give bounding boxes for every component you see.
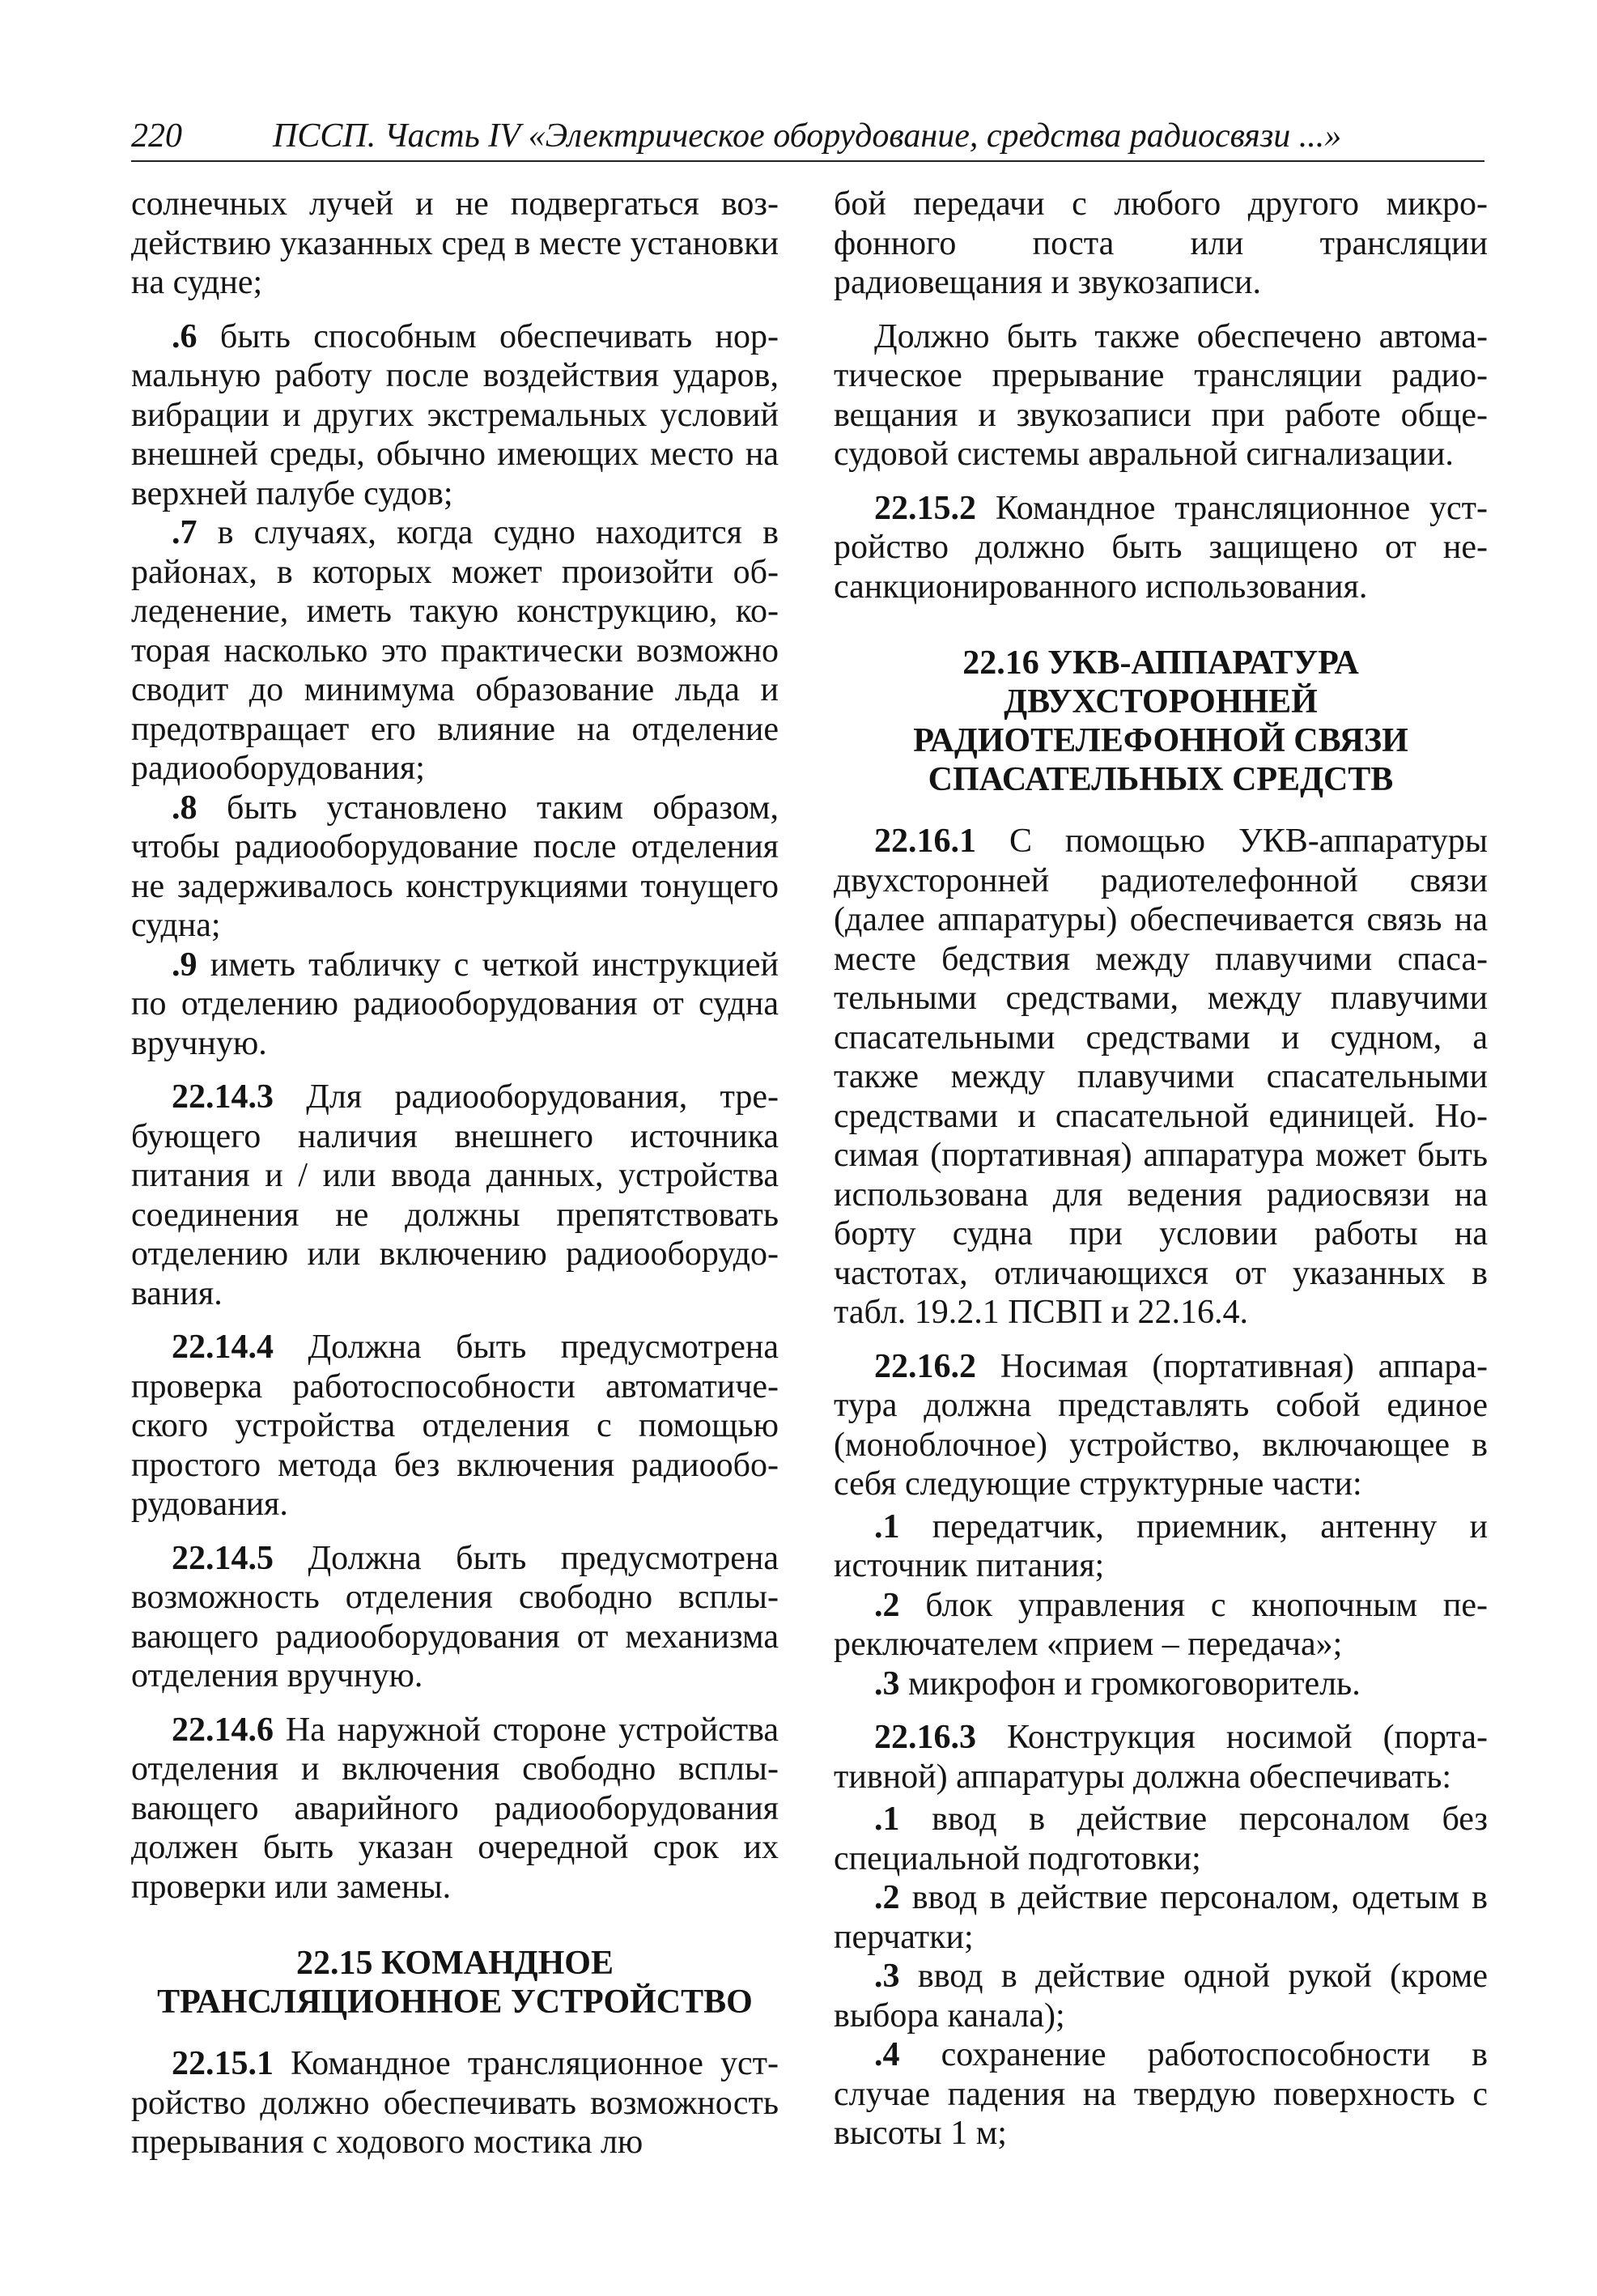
clause-number: 22.14.6 [172, 1711, 274, 1749]
list-item: .3 микрофон и громкоговоритель. [874, 1665, 1361, 1703]
running-header [131, 112, 1484, 162]
list-item: .9 иметь табличку с четкой инструкцией по отделению радиооборудования от судна вручную. [131, 946, 779, 1062]
list-item: .1 ввод в действие персоналом без специальной подготовки; [834, 1801, 1488, 1877]
item-number: .3 [874, 1665, 900, 1703]
page-number: 220 [131, 117, 182, 155]
item-number: .6 [172, 317, 198, 355]
clause-number: 22.14.4 [172, 1329, 274, 1366]
item-number: .2 [874, 1879, 900, 1916]
list-item: .8 быть установлено таким образом, чтобы радиооборудование после отделения не задерживалось конструкциями тонущего судна; [131, 789, 779, 944]
paragraph-auto-interrupt: Должно быть также обеспечено автоматическое прерывание трансляции радиовещания и звукозаписи при работе общесудовой системы авральной сигнализации. [834, 317, 1488, 473]
paragraph-22-16-1: 22.16.1 С помощью УКВ-аппаратуры двухсторонней радиотелефонной связи (далее аппаратуры) обеспечивается связь на месте бедствия между плавучими спасательными средствами, между плавучими спасательными средствами и судном, а также между плавучими спасательными средствами и спасательной единицей. Носимая (портативная) аппаратура может быть использована для ведения радиосвязи на борту судна при условии работы на частотах, отличающихся от указанных в табл. 19.2.1 ПСВП и 22.16.4. [834, 823, 1488, 1331]
list-item: .4 сохранение работоспособности в случае падения на твердую поверхность с высоты 1 м; [834, 2036, 1488, 2152]
list-item: .2 ввод в действие персоналом, одетым в перчатки; [834, 1879, 1488, 1956]
paragraph-22-14-6: 22.14.6 На наружной стороне устройства отделения и включения свободно всплывающего аварийного радиооборудования должен быть указан очередной срок их проверки или замены. [131, 1711, 779, 1906]
item-number: .1 [874, 1507, 900, 1546]
clause-number: 22.16.2 [874, 1347, 976, 1385]
list-item: .6 быть способным обеспечивать нормальную работу после воздействия ударов, вибрации и других экстремальных условий внешней среды, обычно имеющих место на верхней палубе судов; [131, 317, 779, 512]
paragraph-continuation: солнечных лучей и не подвергаться воздействию указанных сред в месте установки на судне; [131, 185, 779, 301]
paragraph-22-15-1: 22.15.1 Командное трансляционное устройство должно обеспечивать возможность прерывания с ходового мостика лю [131, 2045, 779, 2161]
paragraph-22-14-5: 22.14.5 Должна быть предусмотрена возможность отделения свободно всплывающего радиооборудования от механизма отделения вручную. [131, 1539, 779, 1694]
right-column [834, 185, 1488, 2154]
item-number: .4 [874, 2036, 900, 2073]
item-number: .2 [874, 1586, 900, 1624]
item-number: .1 [874, 1801, 900, 1838]
running-title: ПССП. Часть IV «Электрическое оборудование, средства радиосвязи ...» [273, 117, 1342, 155]
paragraph-22-16-3: 22.16.3 Конструкция носимой (портативной) аппаратуры должна обеспечивать: [834, 1719, 1488, 1796]
list-item: .7 в случаях, когда судно находится в районах, в которых может произойти обледенение, иметь такую конструкцию, которая насколько это практически возможно сводит до минимума образование льда и предотвращает его влияние на отделение радиооборудования; [131, 514, 779, 787]
paragraph-continuation: бой передачи с любого другого микрофонного поста или трансляции радиовещания и звукозаписи. [834, 185, 1488, 301]
list-item: .2 блок управления с кнопочным переключателем «прием – передача»; [834, 1586, 1488, 1663]
clause-number: 22.16.3 [874, 1719, 976, 1756]
clause-number: 22.15.2 [874, 489, 976, 527]
list-item: .3 ввод в действие одной рукой (кроме выбора канала); [834, 1958, 1488, 2035]
paragraph-22-14-3: 22.14.3 Для радиооборудования, требующего наличия внешнего источника питания и / или ввода данных, устройства соединения не должны препятствовать отделению или включению радиооборудования. [131, 1078, 779, 1312]
paragraph-22-14-4: 22.14.4 Должна быть предусмотрена проверка работоспособности автоматического устройства отделения с помощью простого метода без включения радиооборудования. [131, 1329, 779, 1523]
item-number: .3 [874, 1958, 900, 1995]
clause-number: 22.14.5 [172, 1539, 274, 1577]
left-column [131, 185, 779, 2177]
item-number: .8 [172, 789, 198, 827]
list-item: .1 передатчик, приемник, антенну и источник питания; [834, 1507, 1488, 1584]
paragraph-22-15-2: 22.15.2 Командное трансляционное устройство должно быть защищено от несанкционированного использования. [834, 489, 1488, 606]
clause-number: 22.15.1 [172, 2045, 274, 2082]
paragraph-22-16-2: 22.16.2 Носимая (портативная) аппаратура должна представлять собой единое (моноблочное) устройство, включающее в себя следующие структурные части: [834, 1347, 1488, 1503]
section-heading-22-16: 22.16 УКВ-АППАРАТУРА ДВУХСТОРОННЕЙ РАДИОТЕЛЕФОННОЙ СВЯЗИ СПАСАТЕЛЬНЫХ СРЕДСТВ [913, 644, 1408, 798]
item-number: .9 [172, 946, 198, 984]
clause-number: 22.16.1 [874, 823, 976, 860]
section-heading-22-15: 22.15 КОМАНДНОЕ ТРАНСЛЯЦИОННОЕ УСТРОЙСТВО [157, 1945, 753, 2021]
item-number: .7 [172, 514, 198, 551]
clause-number: 22.14.3 [172, 1078, 274, 1116]
